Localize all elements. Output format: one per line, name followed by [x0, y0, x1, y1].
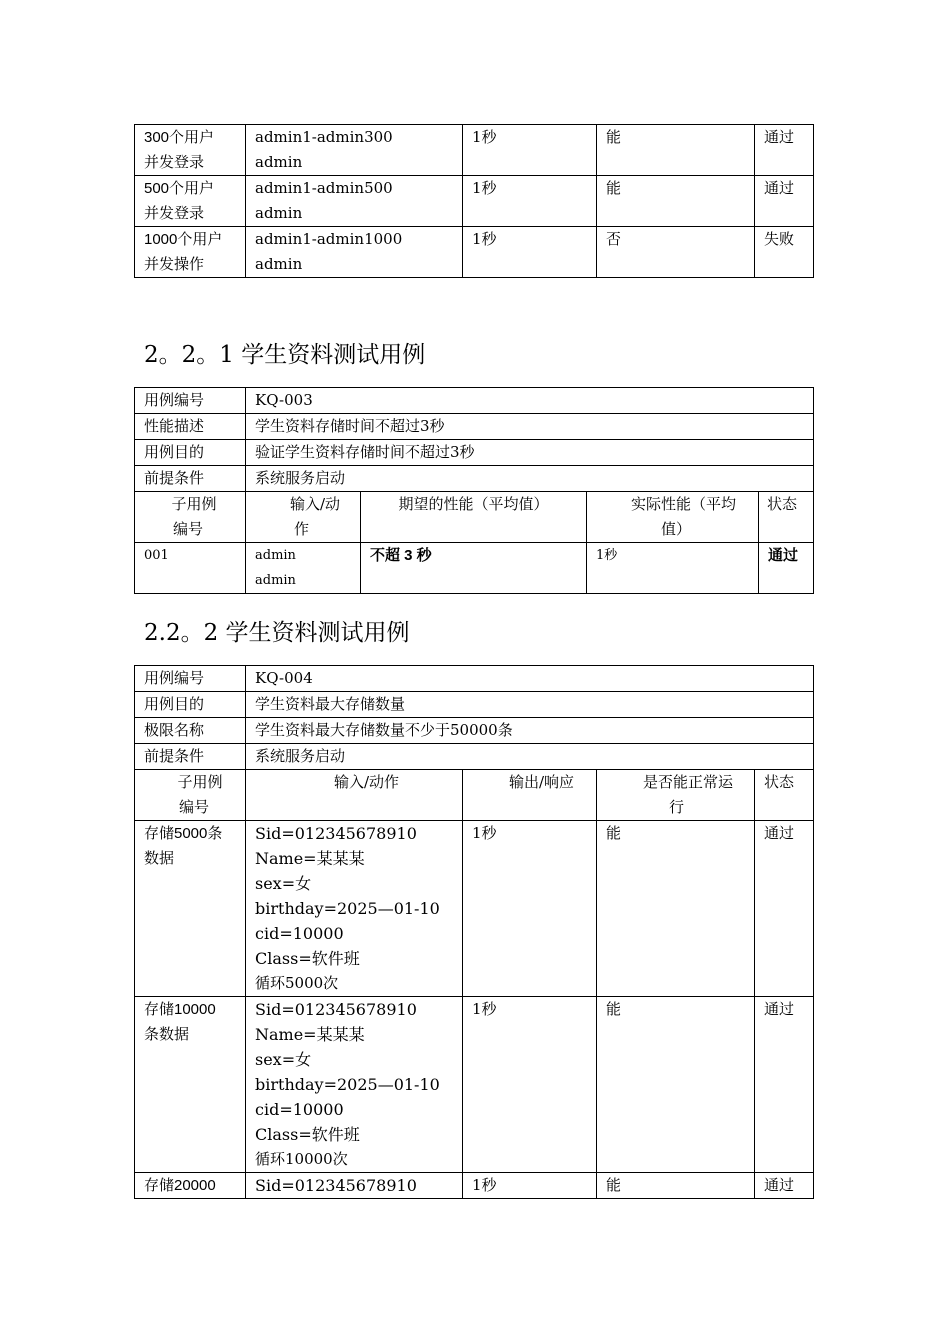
info-value: 系统服务启动: [246, 466, 814, 492]
case-status: 通过: [755, 176, 814, 227]
test-case-table-kq003: [134, 387, 814, 594]
concurrency-table: [134, 124, 814, 278]
table-row: [135, 227, 814, 278]
sub-case-output: 1秒: [463, 821, 597, 997]
info-label: 用例编号: [135, 388, 246, 414]
sub-case-status: 通过: [759, 543, 814, 594]
column-header: 子用例 编号: [135, 770, 246, 821]
info-value: 学生资料最大存储数量不少于50000条: [246, 718, 814, 744]
case-ok: 否: [597, 227, 755, 278]
info-row: [135, 440, 814, 466]
case-time: 1秒: [463, 125, 597, 176]
table-row: [135, 125, 814, 176]
info-row: [135, 414, 814, 440]
case-time: 1秒: [463, 176, 597, 227]
test-case-table-kq004: [134, 665, 814, 1199]
sub-case-status: 通过: [755, 821, 814, 997]
case-input: admin1-admin500 admin: [246, 176, 463, 227]
info-value: KQ-003: [246, 388, 814, 414]
header-row: [135, 492, 814, 543]
case-ok: 能: [597, 125, 755, 176]
case-name: 1000个用户 并发操作: [135, 227, 246, 278]
info-value: 验证学生资料存储时间不超过3秒: [246, 440, 814, 466]
column-header: 期望的性能（平均值）: [361, 492, 587, 543]
sub-case-name: 存储10000 条数据: [135, 997, 246, 1173]
table-row: [135, 176, 814, 227]
case-name: 500个用户 并发登录: [135, 176, 246, 227]
column-header: 输入/动 作: [246, 492, 361, 543]
info-row: [135, 466, 814, 492]
info-row: [135, 388, 814, 414]
info-row: [135, 744, 814, 770]
expected-performance: 不超 3 秒: [361, 543, 587, 594]
case-status: 通过: [755, 125, 814, 176]
section-heading-222: 2.2。2 学生资料测试用例: [144, 620, 410, 646]
case-name: 300个用户 并发登录: [135, 125, 246, 176]
case-time: 1秒: [463, 227, 597, 278]
sub-case-output: 1秒: [463, 1173, 597, 1199]
info-label: 极限名称: [135, 718, 246, 744]
sub-case-input: Sid=012345678910 Name=某某某 sex=女 birthday=2025—01-10 cid=10000 Class=软件班 循环10000次: [246, 997, 463, 1173]
case-input: admin1-admin300 admin: [246, 125, 463, 176]
sub-case-output: 1秒: [463, 997, 597, 1173]
column-header: 输入/动作: [246, 770, 463, 821]
table-row: [135, 821, 814, 997]
sub-case-id: 001: [135, 543, 246, 594]
table-row: [135, 997, 814, 1173]
sub-case-ok: 能: [597, 821, 755, 997]
info-label: 用例目的: [135, 440, 246, 466]
table-row: [135, 1173, 814, 1199]
info-value: 系统服务启动: [246, 744, 814, 770]
case-input: admin1-admin1000 admin: [246, 227, 463, 278]
info-label: 性能描述: [135, 414, 246, 440]
sub-case-ok: 能: [597, 997, 755, 1173]
sub-case-status: 通过: [755, 997, 814, 1173]
column-header: 状态: [759, 492, 814, 543]
case-status: 失败: [755, 227, 814, 278]
case-ok: 能: [597, 176, 755, 227]
info-row: [135, 692, 814, 718]
info-label: 用例目的: [135, 692, 246, 718]
sub-case-name: 存储20000: [135, 1173, 246, 1199]
actual-performance: 1秒: [587, 543, 759, 594]
info-label: 前提条件: [135, 466, 246, 492]
info-row: [135, 718, 814, 744]
sub-case-input: Sid=012345678910 Name=某某某 sex=女 birthday=2025—01-10 cid=10000 Class=软件班 循环5000次: [246, 821, 463, 997]
sub-case-input: admin admin: [246, 543, 361, 594]
sub-case-input: Sid=012345678910: [246, 1173, 463, 1199]
info-label: 用例编号: [135, 666, 246, 692]
column-header: 状态: [755, 770, 814, 821]
info-value: 学生资料最大存储数量: [246, 692, 814, 718]
sub-case-ok: 能: [597, 1173, 755, 1199]
sub-case-status: 通过: [755, 1173, 814, 1199]
sub-case-name: 存储5000条 数据: [135, 821, 246, 997]
info-value: KQ-004: [246, 666, 814, 692]
info-row: [135, 666, 814, 692]
info-value: 学生资料存储时间不超过3秒: [246, 414, 814, 440]
info-label: 前提条件: [135, 744, 246, 770]
section-heading-221: 2。2。1 学生资料测试用例: [144, 342, 426, 368]
column-header: 实际性能（平均 值）: [587, 492, 759, 543]
table-row: [135, 543, 814, 594]
column-header: 子用例 编号: [135, 492, 246, 543]
column-header: 是否能正常运 行: [597, 770, 755, 821]
column-header: 输出/响应: [463, 770, 597, 821]
header-row: [135, 770, 814, 821]
